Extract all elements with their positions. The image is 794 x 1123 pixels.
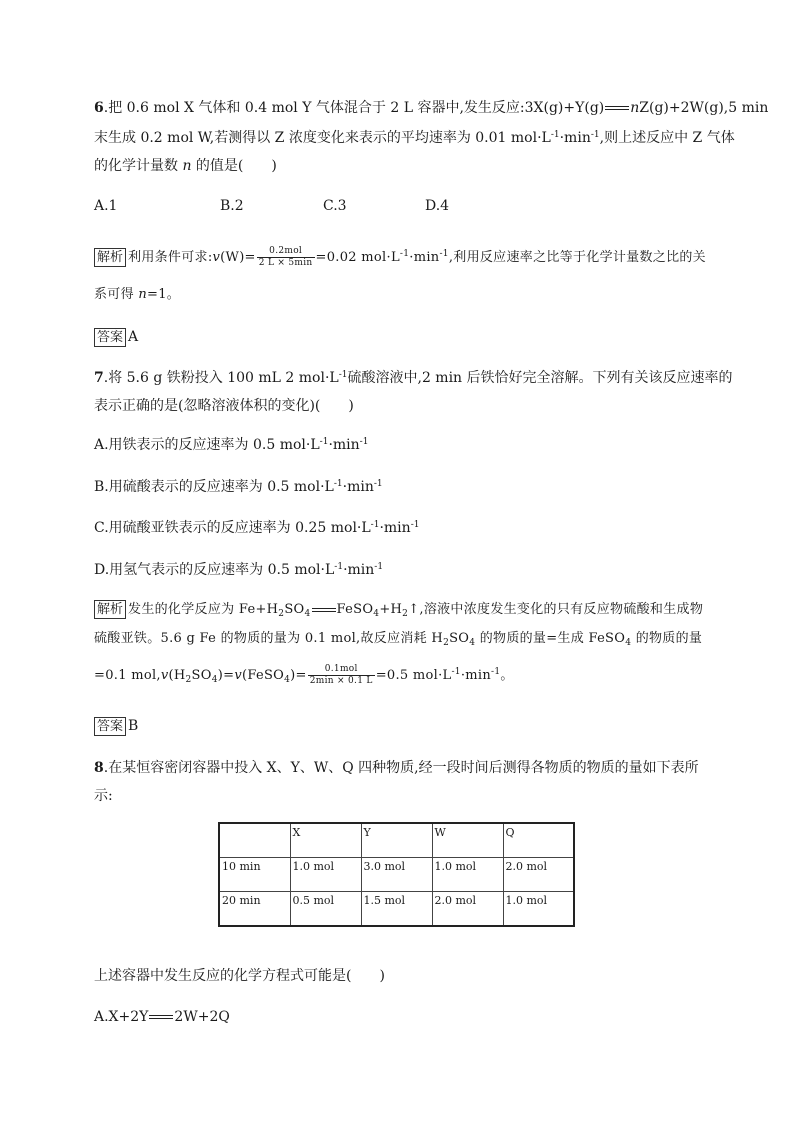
q8-option-a[interactable]	[94, 1007, 706, 1027]
q8-stem-line2: 示:	[94, 788, 113, 804]
superscript: -1	[373, 479, 383, 489]
rate-symbol: v	[212, 250, 221, 265]
superscript: -1	[451, 667, 461, 677]
superscript: -1	[319, 437, 329, 447]
equals-arrow-icon	[311, 606, 337, 614]
equilibrium-arrow-icon	[604, 104, 630, 112]
q6-explanation-text: ,利用反应速率之比等于化学计量数之比的关	[448, 250, 706, 265]
q6-var-n: n	[182, 158, 192, 174]
superscript: -1	[334, 562, 344, 572]
q6-stem-text: 的化学计量数	[94, 158, 183, 174]
unit-text: ·min	[342, 479, 374, 495]
superscript: -1	[491, 667, 501, 677]
q6-stem-text: Z(g)+2W(g),5 min	[639, 100, 769, 116]
table-cell: 2.0 mol	[503, 858, 574, 892]
q6-explanation-text: 系可得	[94, 287, 139, 302]
q7-explanation-text: 。	[500, 668, 514, 683]
superscript: -1	[590, 130, 600, 140]
answer-tag: 答案	[94, 717, 126, 736]
unit-text: ·min	[343, 562, 375, 578]
equilibrium-arrow-icon	[148, 1013, 174, 1021]
q6-answer	[94, 327, 706, 347]
q7-explanation-text: =0.1 mol,	[94, 668, 161, 683]
q7-explanation-text: )=	[290, 668, 307, 683]
table-header-cell: Q	[503, 823, 574, 858]
q7-option-a[interactable]	[94, 435, 706, 455]
q7-explanation-line2	[94, 628, 706, 649]
q7-explanation-text: SO	[284, 602, 305, 617]
q6-answer-value: A	[128, 329, 139, 345]
q7-option-b[interactable]	[94, 477, 706, 497]
q8-data-table	[218, 822, 575, 927]
superscript: -1	[370, 520, 380, 530]
explanation-tag: 解析	[94, 600, 126, 619]
q7-explanation-line1	[94, 599, 706, 620]
q7-option-d[interactable]	[94, 560, 706, 580]
table-cell: 2.0 mol	[432, 892, 503, 927]
q7-explanation-text: (FeSO	[241, 668, 285, 683]
subscript: 2	[443, 638, 450, 648]
q6-stem-line1	[94, 98, 769, 118]
subscript: 4	[284, 675, 291, 685]
table-header-row	[219, 823, 574, 858]
q7-number: 7	[94, 370, 104, 386]
q6-fraction	[257, 246, 315, 269]
table-cell: 1.0 mol	[290, 858, 361, 892]
q7-option-a-text: A.用铁表示的反应速率为 0.5 mol·L	[94, 437, 320, 453]
q8-stem-line1	[94, 758, 706, 778]
q6-explanation-line1	[94, 246, 706, 269]
q7-option-c-text: C.用硫酸亚铁表示的反应速率为 0.25 mol·L	[94, 520, 371, 536]
subscript: 4	[373, 609, 380, 619]
q7-explanation-text: 的物质的量	[631, 631, 703, 646]
table-header-cell: X	[290, 823, 361, 858]
explanation-tag: 解析	[94, 248, 126, 267]
superscript: -1	[410, 520, 420, 530]
subscript: 4	[625, 638, 632, 648]
q6-stem-text: 末生成 0.2 mol W,若测得以 Z 浓度变化来表示的平均速率为 0.01 mol·L	[94, 130, 551, 146]
q6-stem-text: 的值是( )	[191, 158, 277, 174]
q8-option-a-text: 2W+2Q	[174, 1009, 230, 1025]
table-cell: 10 min	[219, 858, 290, 892]
superscript: -1	[550, 130, 560, 140]
q6-coef-n: n	[630, 100, 640, 116]
rate-symbol: v	[234, 668, 242, 683]
q8-stem-text: .在某恒容密闭容器中投入 X、Y、W、Q 四种物质,经一段时间后测得各物质的物质的量如下表所	[103, 760, 699, 776]
q7-stem-line2: 表示正确的是(忽略溶液体积的变化)( )	[94, 398, 354, 414]
q7-explanation-text: 发生的化学反应为 Fe+H	[128, 602, 279, 617]
q6-number: 6	[94, 100, 104, 116]
q7-fraction	[308, 664, 375, 687]
q7-explanation-text: )=	[217, 668, 235, 683]
table-cell: 1.5 mol	[361, 892, 432, 927]
q6-var-n: n	[138, 287, 148, 302]
superscript: -1	[333, 479, 343, 489]
q7-answer-value: B	[128, 718, 139, 734]
q7-explanation-text: ↑,溶液中浓度发生变化的只有反应物硫酸和生成物	[408, 602, 704, 617]
q6-explanation-line2	[94, 284, 706, 305]
q6-explanation-text: =0.02 mol·L	[315, 250, 400, 265]
fraction-numerator: 0.1mol	[308, 664, 375, 676]
table-cell: 3.0 mol	[361, 858, 432, 892]
q7-answer	[94, 716, 706, 736]
table-cell: 20 min	[219, 892, 290, 927]
q6-explanation-text: 利用条件可求:	[128, 250, 213, 265]
superscript: -1	[359, 437, 369, 447]
q6-stem-text: ·min	[559, 130, 591, 146]
superscript: -1	[374, 562, 384, 572]
q6-option-c[interactable]: C.3	[323, 198, 347, 214]
table-cell: 1.0 mol	[432, 858, 503, 892]
q7-stem-line1	[94, 368, 733, 388]
q7-stem-text: .将 5.6 g 铁粉投入 100 mL 2 mol·L	[103, 370, 339, 386]
q7-stem-text: 硫酸溶液中,2 min 后铁恰好完全溶解。下列有关该反应速率的	[347, 370, 733, 386]
q7-explanation-text: ·min	[460, 668, 492, 683]
subscript: 4	[304, 609, 311, 619]
q6-stem-text: .把 0.6 mol X 气体和 0.4 mol Y 气体混合于 2 L 容器中,发生反应:3X(g)+Y(g)	[103, 100, 605, 116]
table-header-cell: W	[432, 823, 503, 858]
fraction-denominator: 2 L × 5min	[258, 258, 313, 268]
subscript: 4	[469, 638, 476, 648]
rate-symbol: v	[160, 668, 169, 683]
q8-question: 上述容器中发生反应的化学方程式可能是( )	[94, 968, 385, 984]
table-row	[219, 892, 574, 927]
table-header-cell: Y	[361, 823, 432, 858]
superscript: -1	[399, 249, 410, 259]
q6-stem-line2	[94, 128, 735, 148]
q7-explanation-text: 的物质的量=生成 FeSO	[475, 631, 626, 646]
table-header-cell	[219, 823, 290, 858]
q7-explanation-text: +H	[379, 602, 403, 617]
superscript: -1	[338, 370, 348, 380]
q6-explanation-text: =1。	[147, 287, 181, 302]
table-cell: 1.0 mol	[503, 892, 574, 927]
subscript: 2	[402, 609, 409, 619]
q6-option-a[interactable]: A.1	[94, 198, 118, 214]
q7-explanation-line3	[94, 664, 706, 687]
q6-explanation-text: (W)=	[220, 250, 256, 265]
q7-explanation-text: =0.5 mol·L	[375, 668, 452, 683]
q8-number: 8	[94, 760, 104, 776]
q6-explanation-text: ·min	[409, 250, 440, 265]
q6-stem-text: ,则上述反应中 Z 气体	[599, 130, 735, 146]
q7-explanation-text: (H	[168, 668, 186, 683]
q7-explanation-text: SO	[191, 668, 212, 683]
subscript: 2	[185, 675, 192, 685]
q7-option-d-text: D.用氢气表示的反应速率为 0.5 mol·L	[94, 562, 335, 578]
q6-option-d[interactable]: D.4	[425, 198, 450, 214]
unit-text: ·min	[328, 437, 360, 453]
fraction-denominator: 2min × 0.1 L	[309, 676, 373, 686]
q6-option-b[interactable]: B.2	[220, 198, 244, 214]
answer-tag: 答案	[94, 328, 126, 347]
q7-explanation-text: SO	[449, 631, 470, 646]
table-row	[219, 858, 574, 892]
q7-explanation-text: FeSO	[336, 602, 374, 617]
fraction-numerator: 0.2mol	[257, 246, 315, 258]
unit-text: ·min	[379, 520, 411, 536]
q7-explanation-text: 硫酸亚铁。5.6 g Fe 的物质的量为 0.1 mol,故反应消耗 H	[94, 631, 444, 646]
q6-stem-line3	[94, 156, 706, 176]
q7-option-b-text: B.用硫酸表示的反应速率为 0.5 mol·L	[94, 479, 334, 495]
superscript: -1	[439, 249, 449, 259]
q7-option-c[interactable]	[94, 518, 706, 538]
table-cell: 0.5 mol	[290, 892, 361, 927]
q8-option-a-text: A.X+2Y	[94, 1009, 149, 1025]
subscript: 4	[211, 675, 218, 685]
subscript: 2	[278, 609, 285, 619]
